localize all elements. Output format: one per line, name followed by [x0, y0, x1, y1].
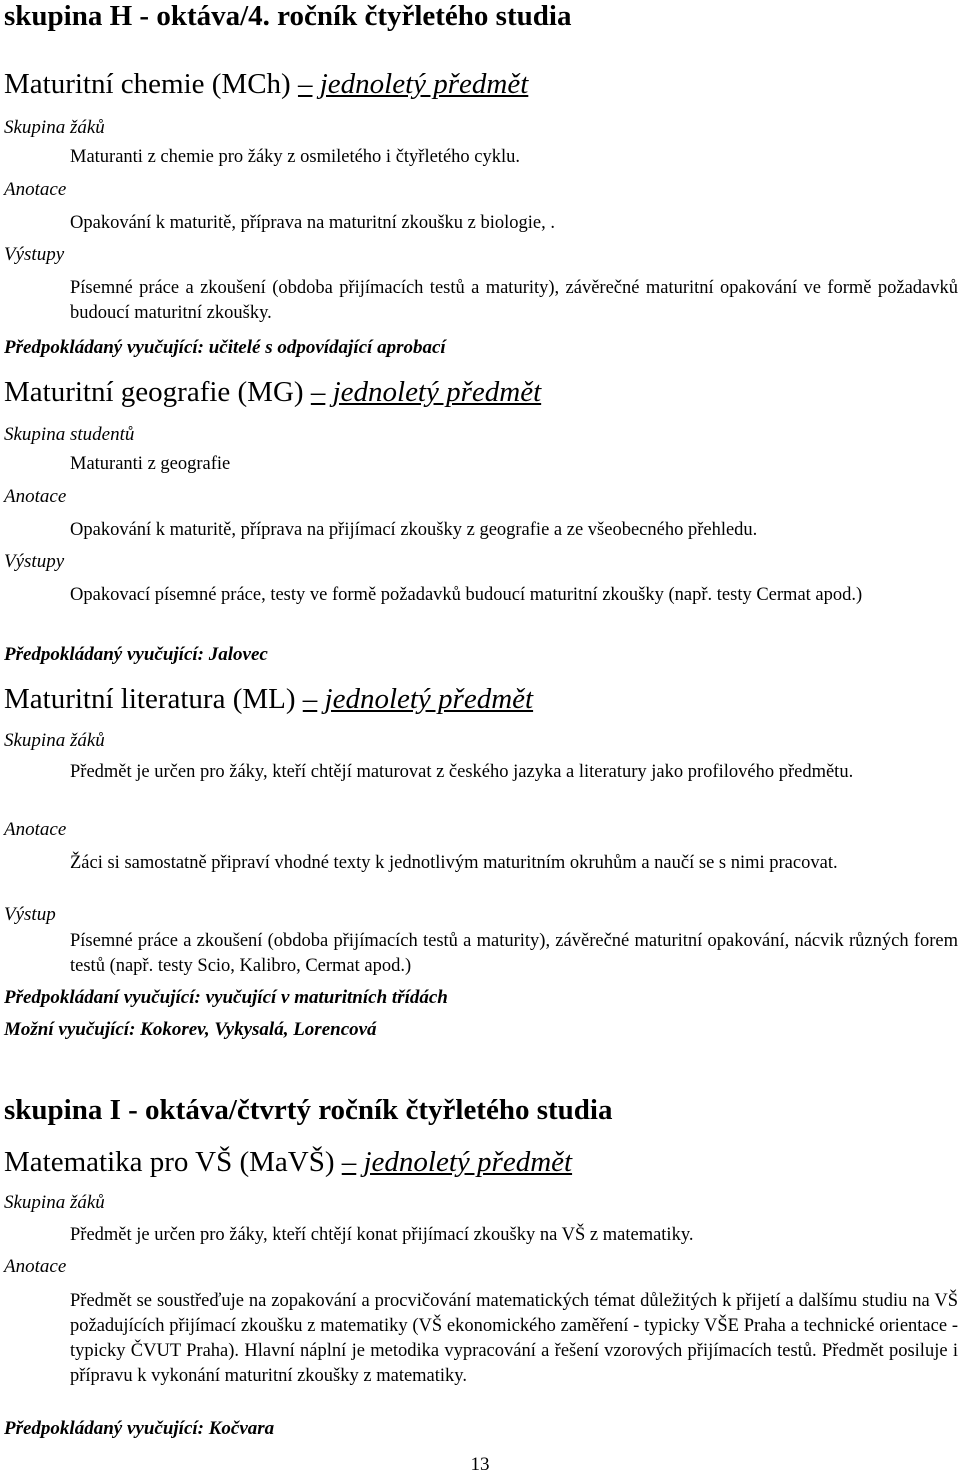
annotation-label: Anotace: [4, 179, 67, 200]
annotation-label: Anotace: [4, 819, 67, 840]
annotation-label: Anotace: [4, 486, 67, 507]
group-heading: skupina H - oktáva/4. ročník čtyřletého studia: [4, 0, 572, 32]
subject-title: Maturitní literatura (ML): [4, 683, 296, 715]
annotation-text: Předmět se soustřeďuje na zopakování a procvičování matematických témat důležitých k přijetí a dalšímu studiu na VŠ požadujících přijímací zkoušku z matematiky (VŠ ekonomického zaměření - typicky VŠE Praha a technické orientace - typicky ČVUT Praha). Hlavní náplní je metodika vypracování a řešení vzorových přijímacích testů. Předmět posiluje i přípravu k vykonání maturitní zkoušky z matematiky.: [70, 1291, 958, 1386]
page-number: 13: [470, 1454, 490, 1475]
annotation-text: Opakování k maturitě, příprava na maturitní zkoušku z biologie, .: [70, 213, 555, 233]
group-label: Skupina žáků: [4, 1192, 105, 1213]
subject-heading: [4, 1146, 572, 1179]
subject-subtitle: jednoletý předmět: [319, 68, 529, 100]
group-text: Předmět je určen pro žáky, kteří chtějí maturovat z českého jazyka a literatury jako profilového předmětu.: [70, 762, 854, 782]
subject-subtitle: jednoletý předmět: [332, 376, 542, 408]
subject-title: Matematika pro VŠ (MaVŠ): [4, 1146, 335, 1178]
subject-heading: [4, 376, 541, 409]
outputs-text: Opakovací písemné práce, testy ve formě požadavků budoucí maturitní zkoušky (např. testy Cermat apod.): [70, 585, 863, 605]
subject-subtitle: jednoletý předmět: [363, 1146, 573, 1178]
possible-teachers-line: Možní vyučující: Kokorev, Vykysalá, Lorencová: [4, 1019, 377, 1040]
subject-dash: –: [341, 1146, 357, 1178]
subject-dash: –: [310, 376, 326, 408]
group-text: Maturanti z chemie pro žáky z osmiletého i čtyřletého cyklu.: [70, 147, 521, 167]
annotation-label: Anotace: [4, 1256, 67, 1277]
subject-heading: [4, 68, 528, 101]
outputs-label: Výstup: [4, 904, 56, 925]
subject-dash: –: [297, 68, 313, 100]
subject-subtitle: jednoletý předmět: [324, 683, 534, 715]
group-label: Skupina žáků: [4, 730, 105, 751]
annotation-text: Žáci si samostatně připraví vhodné texty k jednotlivým maturitním okruhům a naučí se s nimi pracovat.: [70, 853, 838, 873]
teacher-line: Předpokládaný vyučující: Kočvara: [4, 1418, 275, 1439]
subject-heading: [4, 683, 533, 716]
group-label: Skupina studentů: [4, 424, 135, 445]
teacher-line: Předpokládaný vyučující: učitelé s odpovídající aprobací: [4, 337, 446, 358]
subject-title: Maturitní chemie (MCh): [4, 68, 291, 100]
annotation-text: Opakování k maturitě, příprava na přijímací zkoušky z geografie a ze všeobecného přehledu.: [70, 520, 758, 540]
outputs-label: Výstupy: [4, 551, 65, 572]
group-heading: skupina I - oktáva/čtvrtý ročník čtyřletého studia: [4, 1094, 613, 1126]
group-text: Předmět je určen pro žáky, kteří chtějí konat přijímací zkoušky na VŠ z matematiky.: [70, 1225, 694, 1245]
outputs-text: Písemné práce a zkoušení (obdoba přijímacích testů a maturity), závěrečné maturitní opakování, nácvik různých forem testů (např. testy Scio, Kalibro, Cermat apod.): [70, 931, 958, 976]
teacher-line: Předpokládaní vyučující: vyučující v maturitních třídách: [4, 987, 448, 1008]
group-text: Maturanti z geografie: [70, 454, 231, 474]
subject-dash: –: [302, 683, 318, 715]
subject-title: Maturitní geografie (MG): [4, 376, 304, 408]
group-label: Skupina žáků: [4, 117, 105, 138]
outputs-label: Výstupy: [4, 244, 65, 265]
teacher-line: Předpokládaný vyučující: Jalovec: [4, 644, 268, 665]
outputs-text: Písemné práce a zkoušení (obdoba přijímacích testů a maturity), závěrečné maturitní opakování ve formě požadavků budoucí maturitní zkoušky.: [70, 278, 958, 323]
